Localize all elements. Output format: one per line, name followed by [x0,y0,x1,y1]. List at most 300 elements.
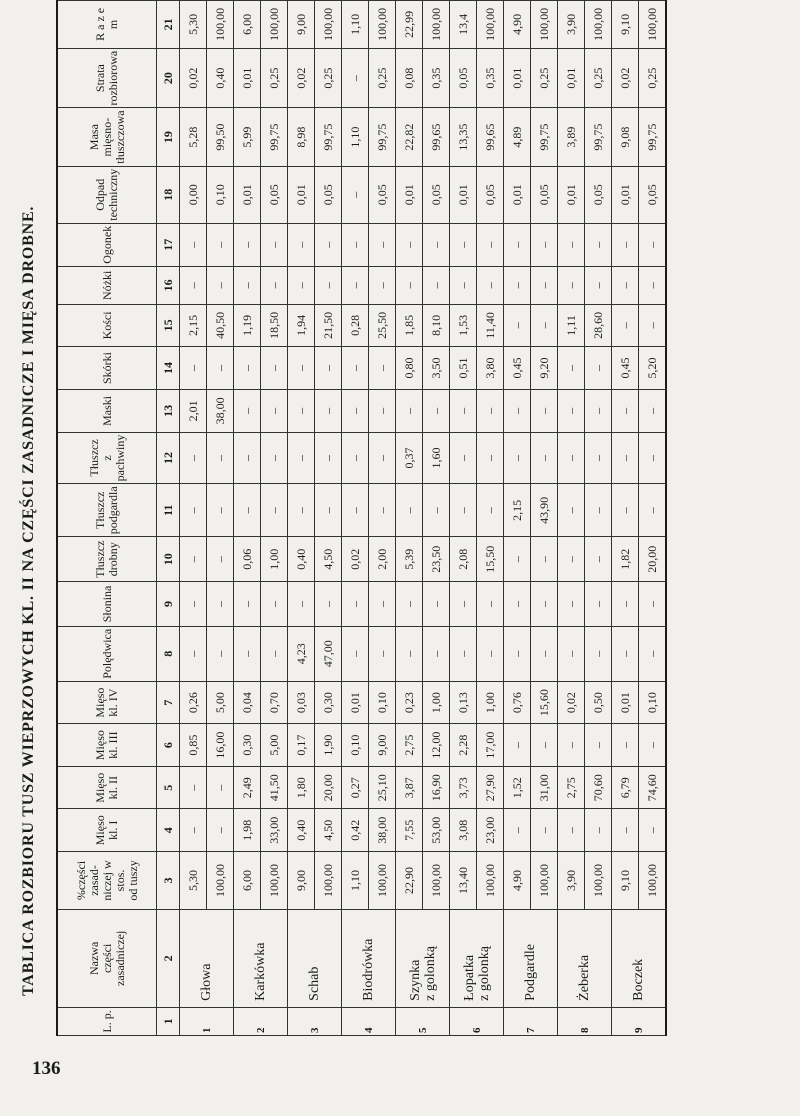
table-cell: – [315,346,342,389]
table-cell: – [450,266,477,304]
table-cell: 0,23 [396,681,423,724]
table-cell: – [450,582,477,627]
table-cell: 0,01 [342,681,369,724]
table-cell: 74,60 [639,766,667,809]
column-header: Mięso kl. II [57,766,157,809]
column-header: Odpad techniczny [57,166,157,223]
table-cell: 4,23 [288,626,315,681]
table-cell: 3,89 [558,108,585,166]
table-cell: – [585,809,612,852]
table-row [207,1,234,1036]
table-cell: 9,08 [612,108,639,166]
table-cell: 4,50 [315,537,342,582]
table-cell: – [531,724,558,767]
table-cell: – [423,626,450,681]
column-header: Kości [57,304,157,346]
table-cell: 41,50 [261,766,288,809]
table-cell: – [531,432,558,484]
column-number: 10 [157,537,180,582]
table-cell: – [531,537,558,582]
table-cell: 100,00 [639,1,667,49]
table-cell: – [612,266,639,304]
table-cell: – [423,484,450,537]
table-cell: 100,00 [531,1,558,49]
table-cell: 99,75 [261,108,288,166]
table-cell: – [585,266,612,304]
table-cell: – [234,484,261,537]
table-cell: 1,00 [423,681,450,724]
table-cell: 0,51 [450,346,477,389]
table-cell: – [612,626,639,681]
table-cell: 0,25 [369,48,396,108]
table-cell: – [207,346,234,389]
table-cell: – [180,346,207,389]
table-cell: – [585,626,612,681]
table-cell: – [585,484,612,537]
table-cell: 100,00 [261,852,288,910]
table-cell: – [207,626,234,681]
table-cell: 100,00 [477,1,504,49]
column-header: Mięso kl. III [57,724,157,767]
table-cell: 9,00 [369,724,396,767]
table-cell: 40,50 [207,304,234,346]
column-number: 1 [157,1007,180,1035]
table-cell: – [315,390,342,433]
table-cell: – [639,809,667,852]
table-cell: 0,27 [342,766,369,809]
column-header: Mięso kl. IV [57,681,157,724]
table-cell: 31,00 [531,766,558,809]
table-cell: – [450,432,477,484]
table-cell: 0,25 [531,48,558,108]
column-number: 13 [157,390,180,433]
table-cell: – [531,304,558,346]
table-row [531,1,558,1036]
table-cell: 0,01 [612,166,639,223]
table-cell: – [261,223,288,266]
table-cell: – [504,724,531,767]
table-row [585,1,612,1036]
table-cell: – [504,432,531,484]
table-cell: – [261,432,288,484]
table-cell: – [288,346,315,389]
table-cell: 38,00 [207,390,234,433]
table-cell: 0,05 [639,166,667,223]
table-cell: – [342,626,369,681]
table-cell: – [504,304,531,346]
column-header: %części zasad- niczej w stos. od tuszy [57,852,157,910]
column-number: 19 [157,108,180,166]
column-number: 14 [157,346,180,389]
table-cell: – [180,766,207,809]
table-cell: 43,90 [531,484,558,537]
table-cell: 100,00 [207,852,234,910]
part-name: Łopatka z golonką [450,909,504,1007]
table-cell: 99,75 [639,108,667,166]
table-cell: 22,99 [396,1,423,49]
table-cell: 0,08 [396,48,423,108]
table-cell: – [396,266,423,304]
table-cell: – [234,266,261,304]
table-cell: 1,10 [342,852,369,910]
column-number: 15 [157,304,180,346]
table-cell: – [639,582,667,627]
table-cell: 0,35 [477,48,504,108]
table-cell: – [639,484,667,537]
table-cell: – [585,390,612,433]
table-cell: 25,10 [369,766,396,809]
table-cell: 2,15 [180,304,207,346]
table-cell: 0,01 [558,48,585,108]
table-cell: 99,65 [423,108,450,166]
row-number: 5 [396,1007,450,1035]
table-cell: 0,01 [288,166,315,223]
table-cell: 0,10 [639,681,667,724]
table-cell: 2,08 [450,537,477,582]
table-cell: 9,00 [288,852,315,910]
row-number: 7 [504,1007,558,1035]
table-cell: – [423,582,450,627]
table-cell: 0,06 [234,537,261,582]
table-cell: – [612,724,639,767]
table-cell: 1,80 [288,766,315,809]
table-cell: 70,60 [585,766,612,809]
table-cell: – [477,390,504,433]
table-cell: 0,01 [504,48,531,108]
table-cell: 0,30 [315,681,342,724]
table-cell: 16,90 [423,766,450,809]
table-cell: 100,00 [315,1,342,49]
table-cell: 0,02 [558,681,585,724]
table-cell: – [369,626,396,681]
table-cell: – [558,346,585,389]
table-cell: – [639,390,667,433]
table-cell: 17,00 [477,724,504,767]
table-cell: – [342,484,369,537]
table-cell: 1,10 [342,108,369,166]
table-cell: – [180,266,207,304]
table-cell: – [477,432,504,484]
breakdown-table [56,0,667,1036]
table-row [180,1,207,1036]
table-cell: 2,75 [396,724,423,767]
table-cell: 0,10 [342,724,369,767]
table-cell: 2,01 [180,390,207,433]
table-cell: 0,45 [504,346,531,389]
table-cell: 5,00 [207,681,234,724]
column-number: 9 [157,582,180,627]
table-cell: 3,08 [450,809,477,852]
part-name: Biodrówka [342,909,396,1007]
table-cell: – [639,304,667,346]
table-cell: 1,00 [477,681,504,724]
table-cell: 47,00 [315,626,342,681]
table-cell: 4,89 [504,108,531,166]
table-cell: 9,10 [612,852,639,910]
part-name: Boczek [612,909,667,1007]
table-cell: 0,25 [261,48,288,108]
column-number: 16 [157,266,180,304]
column-number: 4 [157,809,180,852]
table-cell: 100,00 [477,852,504,910]
table-cell: 0,28 [342,304,369,346]
table-cell: – [315,223,342,266]
table-cell: 53,00 [423,809,450,852]
table-cell: 6,00 [234,852,261,910]
table-cell: 0,40 [288,809,315,852]
table-cell: – [450,626,477,681]
table-cell: 1,94 [288,304,315,346]
table-cell: 1,11 [558,304,585,346]
table-cell: 4,50 [315,809,342,852]
table-cell: 0,10 [369,681,396,724]
table-cell: – [612,432,639,484]
table-cell: – [585,582,612,627]
table-cell: 0,30 [234,724,261,767]
row-number: 1 [180,1007,234,1035]
table-cell: 1,85 [396,304,423,346]
table-cell: – [396,390,423,433]
table-cell: – [180,809,207,852]
table-cell: 0,05 [423,166,450,223]
column-number: 17 [157,223,180,266]
table-cell: 0,37 [396,432,423,484]
table-row [369,1,396,1036]
table-cell: – [207,582,234,627]
table-row [558,1,585,1036]
column-header: Nazwa części zasadniczej [57,909,157,1007]
column-header: L. p. [57,1007,157,1035]
table-cell: 2,15 [504,484,531,537]
table-cell: 100,00 [369,852,396,910]
table-cell: 1,60 [423,432,450,484]
table-cell: 0,25 [315,48,342,108]
table-cell: 0,00 [180,166,207,223]
table-row [288,1,315,1036]
table-cell: 0,05 [315,166,342,223]
table-cell: – [531,390,558,433]
table-cell: 0,85 [180,724,207,767]
table-cell: – [639,223,667,266]
table-cell: 100,00 [369,1,396,49]
table-cell: – [342,166,369,223]
table-cell: – [207,223,234,266]
table-cell: 6,79 [612,766,639,809]
table-cell: – [288,484,315,537]
table-cell: – [342,390,369,433]
table-cell: – [288,390,315,433]
table-cell: 99,75 [531,108,558,166]
table-cell: – [369,346,396,389]
table-cell: 0,02 [342,537,369,582]
table-cell: – [369,390,396,433]
table-cell: 0,45 [612,346,639,389]
column-header: Masa mięsno- tłuszczowa [57,108,157,166]
table-cell: 100,00 [207,1,234,49]
column-header: Ogonek [57,223,157,266]
table-cell: – [261,390,288,433]
table-cell: 100,00 [639,852,667,910]
table-cell: – [261,484,288,537]
table-cell: – [342,582,369,627]
table-cell: 1,98 [234,809,261,852]
table-row [342,1,369,1036]
table-cell: 3,50 [423,346,450,389]
table-cell: – [612,304,639,346]
table-title: TABLICA ROZBIORU TUSZ WIEPRZOWYCH KL. II NA CZĘŚCI ZASADNICZE I MIĘSA DROBNE. [20,205,37,996]
table-cell: 38,00 [369,809,396,852]
table-cell: 2,28 [450,724,477,767]
table-cell: – [612,223,639,266]
table-cell: 100,00 [315,852,342,910]
table-cell: – [477,266,504,304]
table-cell: – [477,223,504,266]
table-cell: 4,90 [504,1,531,49]
table-row [477,1,504,1036]
table-cell: 15,50 [477,537,504,582]
table-cell: – [639,626,667,681]
table-cell: 0,01 [558,166,585,223]
table-cell: 21,50 [315,304,342,346]
table-cell: 0,40 [207,48,234,108]
table-cell: 25,50 [369,304,396,346]
table-cell: 13,40 [450,852,477,910]
table-cell: 1,52 [504,766,531,809]
table-cell: 5,39 [396,537,423,582]
part-name: Szynka z golonką [396,909,450,1007]
table-cell: – [207,766,234,809]
table-cell: 99,75 [585,108,612,166]
table-row [639,1,667,1036]
table-cell: 0,35 [423,48,450,108]
table-cell: 5,30 [180,852,207,910]
table-cell: 20,00 [639,537,667,582]
part-name: Podgardle [504,909,558,1007]
table-cell: – [585,223,612,266]
column-header: Tłuszcz podgardla [57,484,157,537]
column-header: Maski [57,390,157,433]
table-cell: 28,60 [585,304,612,346]
table-cell: – [477,484,504,537]
column-number: 6 [157,724,180,767]
table-cell: – [234,432,261,484]
table-cell: 100,00 [585,1,612,49]
table-cell: 3,90 [558,852,585,910]
table-cell: – [396,582,423,627]
table-cell: 0,25 [639,48,667,108]
table-cell: 0,70 [261,681,288,724]
table-cell: – [531,223,558,266]
column-header: Tłuszcz z pachwiny [57,432,157,484]
table-cell: – [369,266,396,304]
row-number: 3 [288,1007,342,1035]
table-cell: – [504,390,531,433]
table-cell: 0,02 [612,48,639,108]
table-cell: 9,10 [612,1,639,49]
table-cell: 5,20 [639,346,667,389]
table-cell: 99,75 [315,108,342,166]
column-number: 2 [157,909,180,1007]
part-name: Schab [288,909,342,1007]
table-cell: 15,60 [531,681,558,724]
column-number: 3 [157,852,180,910]
table-cell: 100,00 [585,852,612,910]
table-cell: – [639,432,667,484]
table-cell: 0,01 [450,166,477,223]
table-cell: 1,10 [342,1,369,49]
table-cell: 33,00 [261,809,288,852]
table-cell: 27,90 [477,766,504,809]
table-cell: – [234,390,261,433]
part-name: Głowa [180,909,234,1007]
table-cell: – [288,582,315,627]
table-cell: – [180,223,207,266]
column-number: 7 [157,681,180,724]
table-cell: 23,00 [477,809,504,852]
table-row [261,1,288,1036]
table-cell: 18,50 [261,304,288,346]
table-cell: 0,50 [585,681,612,724]
part-name: Karkówka [234,909,288,1007]
table-cell: 5,00 [261,724,288,767]
table-row [396,1,423,1036]
table-cell: – [531,626,558,681]
table-cell: – [504,266,531,304]
table-cell: – [585,432,612,484]
row-number: 2 [234,1007,288,1035]
table-cell: 13,35 [450,108,477,166]
table-cell: – [342,346,369,389]
table-row [450,1,477,1036]
table-cell: – [423,390,450,433]
table-cell: – [369,223,396,266]
column-header: Skórki [57,346,157,389]
table-cell: 0,04 [234,681,261,724]
column-header: Polędwica [57,626,157,681]
table-cell: 9,20 [531,346,558,389]
table-cell: 0,05 [477,166,504,223]
row-number: 9 [612,1007,667,1035]
table-cell: 0,05 [531,166,558,223]
table-cell: – [234,223,261,266]
table-cell: 8,98 [288,108,315,166]
table-cell: 0,01 [612,681,639,724]
table-cell: 2,49 [234,766,261,809]
table-cell: 0,03 [288,681,315,724]
table-cell: – [558,390,585,433]
table-cell: 22,90 [396,852,423,910]
table-row [504,1,531,1036]
table-cell: 100,00 [423,852,450,910]
table-cell: – [234,626,261,681]
table-cell: – [558,266,585,304]
table-cell: – [450,223,477,266]
table-cell: 0,10 [207,166,234,223]
table-cell: 0,25 [585,48,612,108]
table-cell: 0,13 [450,681,477,724]
table-cell: – [342,432,369,484]
table-cell: – [207,432,234,484]
row-number: 4 [342,1007,396,1035]
table-cell: – [315,582,342,627]
table-cell: 0,01 [234,166,261,223]
table-cell: 0,05 [585,166,612,223]
table-cell: 0,02 [288,48,315,108]
table-cell: – [477,582,504,627]
table-cell: – [369,582,396,627]
table-cell: – [531,266,558,304]
table-cell: 4,90 [504,852,531,910]
